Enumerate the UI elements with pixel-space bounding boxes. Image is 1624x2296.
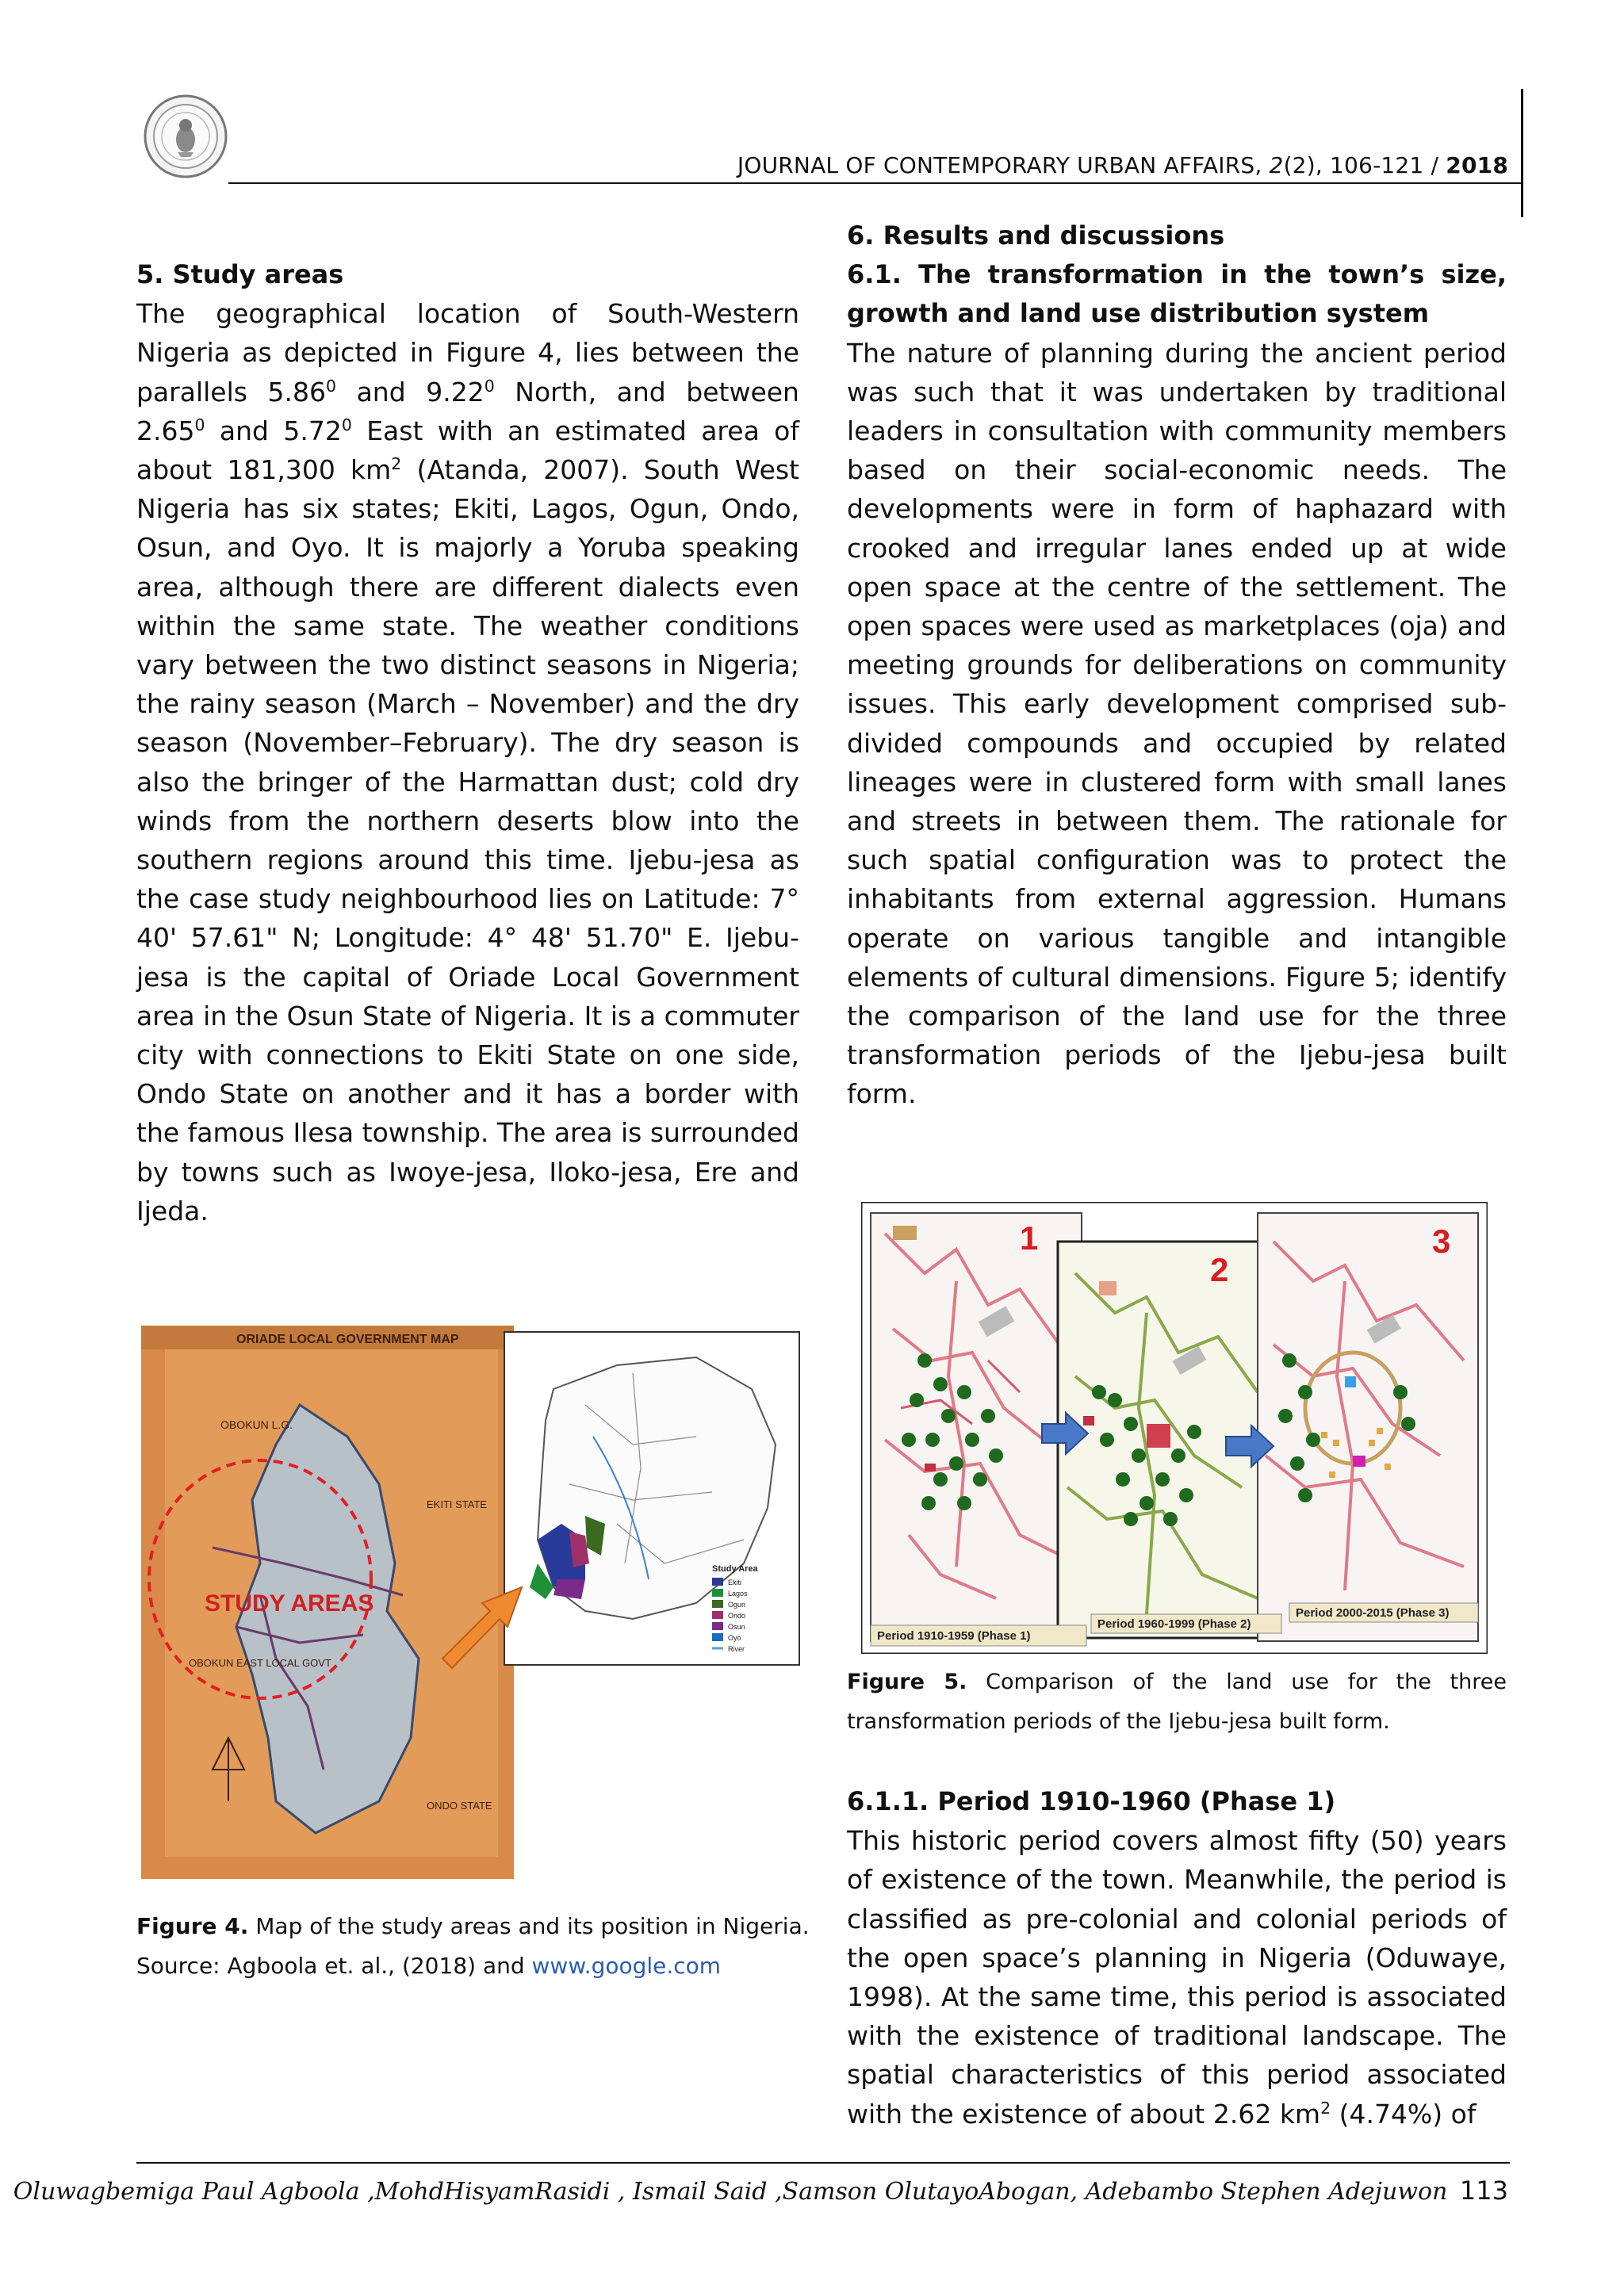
section-heading-study-areas: 5. Study areas	[136, 259, 344, 289]
svg-text:Ekiti: Ekiti	[728, 1578, 742, 1586]
svg-text:Period 1910-1959 (Phase 1): Period 1910-1959 (Phase 1)	[877, 1629, 1031, 1643]
svg-text:Lagos: Lagos	[728, 1590, 748, 1598]
legend-title: Study Area	[712, 1564, 758, 1574]
figure-4-study-area-map	[141, 1326, 806, 1879]
figure-4-caption	[136, 1907, 818, 1986]
period-label-2	[1091, 1614, 1281, 1633]
svg-text:Period 1960-1999 (Phase 2): Period 1960-1999 (Phase 2)	[1097, 1617, 1251, 1631]
subsection-heading-transformation: 6.1. The transformation in the town’s size, growth and land use distribution system	[847, 259, 1507, 329]
header-vertical-bar	[1521, 89, 1523, 217]
left-column	[136, 255, 799, 1230]
page-number: 113	[1459, 2175, 1508, 2206]
section-heading-results: 6. Results and discussions	[847, 220, 1225, 251]
period-label-3	[1289, 1603, 1478, 1622]
study-areas-label: STUDY AREAS	[205, 1590, 374, 1617]
figure-4-caption-line: Figure 4. Map of the study areas and its position in Nigeria.	[136, 1913, 810, 1939]
figure-5-caption: Figure 5. Comparison of the land use for the three transformation periods of the Ijebu-jesa built form.	[847, 1670, 1507, 1734]
label-obokun-east: OBOKUN EAST LOCAL GOVT	[189, 1657, 331, 1669]
period-label-1	[871, 1625, 1086, 1646]
panel-3-map	[1258, 1213, 1478, 1641]
footer-authors: Oluwagbemiga Paul Agboola ,MohdHisyamRasidi , Ismail Said ,Samson OlutayoAbogan, Adebambo Stephen Adejuwon 113	[13, 2175, 1508, 2206]
svg-text:Ondo: Ondo	[728, 1612, 746, 1620]
panel-3-number: 3	[1432, 1223, 1451, 1260]
header-rule	[228, 182, 1522, 184]
transformation-paragraph: The nature of planning during the ancient period was such that it was undertaken by traditional leaders in consultation with community members based on their social-economic needs. The developments were in form of haphazard with crooked and irregular lanes ended up at wide open space at the centre of the settlement. The open spaces were used as marketplaces (oja) and meeting grounds for deliberations on community issues. This early development comprised sub-divided compounds and occupied by related lineages were in clustered form with small lanes and streets in between them. The rationale for such spatial configuration was to protect the inhabitants from external aggression. Humans operate on various tangible and intangible elements of cultural dimensions. Figure 5; identify the comparison of the land use for the three transformation periods of the Ijebu-jesa built form.	[847, 337, 1507, 1110]
svg-text:Oyo: Oyo	[728, 1634, 741, 1642]
svg-text:Osun: Osun	[728, 1623, 745, 1631]
svg-text:Period 2000-2015 (Phase 3): Period 2000-2015 (Phase 3)	[1296, 1606, 1450, 1620]
label-obokun: OBOKUN L.G.	[220, 1418, 293, 1431]
section-6-1-1	[847, 1782, 1507, 2133]
phase-1-paragraph: This historic period covers almost fifty (50) years of existence of the town. Meanwhile, the period is classified as pre-colonial and colonial periods of the open space’s planning in Nigeria (Oduwaye, 1998). At the same time, this period is associated with the existence of traditional landscape. The spatial characteristics of this period associated with the existence of about 2.62 $km^2$ (4.74%) of	[847, 1825, 1507, 2130]
panel-2-number: 2	[1210, 1251, 1229, 1288]
lga-map-title: ORIADE LOCAL GOVERNMENT MAP	[236, 1333, 459, 1346]
figure-4-source-line: Source: Agboola et. al., (2018) and www.google.com	[136, 1953, 722, 1979]
figure-5-land-use-maps	[861, 1202, 1488, 1654]
panel-1-number: 1	[1020, 1219, 1039, 1257]
study-areas-paragraph: The geographical location of South-Western Nigeria as depicted in Figure 4, lies between the parallels 5.86$^0$ and 9.22$^0$ North, and between 2.65$^0$ and 5.72$^0$ East with an estimated area of about 181,300 $km^2$ (Atanda, 2007). South West Nigeria has six states; Ekiti, Lagos, Ogun, Ondo, Osun, and Oyo. It is majorly a Yoruba speaking area, although there are different dialects even within the same state. The weather conditions vary between the two distinct seasons in Nigeria; the rainy season (March – November) and the dry season (November–February). The dry season is also the bringer of the Harmattan dust; cold dry winds from the northern deserts blow into the southern regions around this time. Ijebu-jesa as the case study neighbourhood lies on Latitude: 7° 40' 57.61" N; Longitude: 4° 48' 51.70" E. Ijebu-jesa is the capital of Oriade Local Government area in the Osun State of Nigeria. It is a commuter city with connections to Ekiti State on one side, Ondo State on another and it has a border with the famous Ilesa township. The area is surrounded by towns such as Iwoye-jesa, Iloko-jesa, Ere and Ijeda.	[136, 298, 799, 1226]
journal-seal-logo	[143, 94, 228, 179]
svg-text:River: River	[728, 1645, 745, 1653]
footer-rule	[136, 2162, 1510, 2164]
right-column	[847, 216, 1507, 1114]
label-ekiti: EKITI STATE	[427, 1498, 488, 1510]
svg-text:Ogun: Ogun	[728, 1601, 746, 1609]
label-ondo: ONDO STATE	[427, 1800, 492, 1812]
subsection-heading-phase-1: 6.1.1. Period 1910-1960 (Phase 1)	[847, 1786, 1336, 1816]
google-link[interactable]: www.google.com	[531, 1953, 722, 1979]
journal-header: JOURNAL OF CONTEMPORARY URBAN AFFAIRS, 2(2), 106-121 / 2018	[737, 152, 1508, 178]
